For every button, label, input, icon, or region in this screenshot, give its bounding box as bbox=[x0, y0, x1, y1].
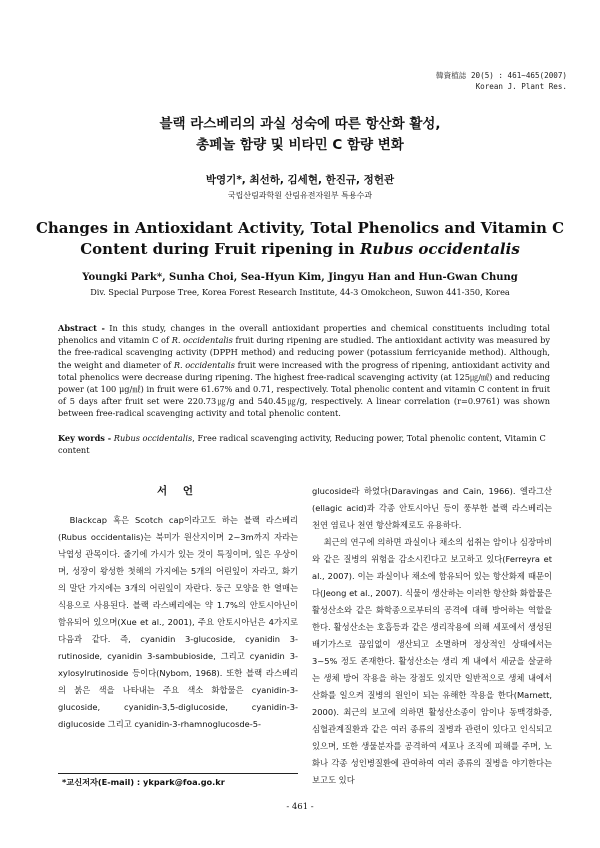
english-title-line-2 bbox=[0, 239, 600, 260]
english-title-line-2-text: Content during Fruit ripening in bbox=[80, 240, 360, 258]
english-authors: Youngki Park*, Sunha Choi, Sea-Hyun Kim, Jingyu Han and Hun-Gwan Chung bbox=[82, 272, 518, 283]
korean-title-line-1: 블랙 라스베리의 과실 성숙에 따른 항산화 활성, bbox=[159, 116, 441, 132]
keywords-species: Rubus occidentalis bbox=[113, 433, 193, 443]
abstract bbox=[58, 322, 550, 420]
english-title bbox=[0, 218, 600, 260]
journal-volume-line: 韓資植誌 20(5) : 461~465(2007) bbox=[436, 71, 567, 80]
right-column bbox=[312, 483, 552, 789]
korean-title-line-2: 총페놀 함량 및 비타민 C 함량 변화 bbox=[196, 137, 404, 153]
keywords-text: , Free radical scavenging activity, Reducing power, Total phenolic content, Vitamin C content bbox=[58, 433, 546, 456]
abstract-text-1: In this study, changes in the overall antioxidant properties and chemical constituents including total phenolics and vitamin C of bbox=[58, 323, 550, 346]
korean-title bbox=[0, 114, 600, 156]
abstract-species-1: R. occidentalis bbox=[171, 335, 233, 346]
section-heading-introduction: 서 언 bbox=[157, 485, 199, 497]
english-title-line-1: Changes in Antioxidant Activity, Total Phenolics and Vitamin C bbox=[35, 219, 565, 237]
footnote-divider bbox=[58, 773, 298, 774]
right-paragraph-2: 최근의 연구에 의하면 과실이나 채소의 섭취는 암이나 심장마비와 같은 질병의 위험을 감소시킨다고 보고하고 있다(Ferreyra et al., 2007). 이는 과실이나 채소에 함유되어 있는 항산화제 때문이다(Jeong et al., 2007). 식물이 생산하는 이러한 항산화 화합물은 활성산소와 같은 화학종으로부터의 공격에 대해 방어하는 역할을 한다. 활성산소는 호흡등과 같은 생리작용에 의해 세포에서 생성된 배기가스로 끊임없이 생산되고 소멸하며 정상적인 상태에서는 3~5% 정도 존재한다. 활성산소는 생리 계 내에서 세균을 살균하는 생체 방어 작용을 하는 장점도 있지만 일반적으로 생체 내에서 산화를 일으켜 질병의 원인이 되는 유해한 작용을 한다(Marnett, 2000). 최근의 보고에 의하면 활성산소종이 암이나 동맥경화증, 심혈관계질환과 같은 여러 종류의 질병과 관련이 있다고 인식되고 있으며, 또한 생물분자를 공격하여 세포나 조직에 피해를 주며, 노화나 각종 성인병질환에 관여하여 여러 종류의 질병을 야기한다는 보고도 있다 bbox=[312, 537, 552, 785]
abstract-species-2: R. occidentalis bbox=[173, 359, 235, 370]
corresponding-author-footnote: *교신저자(E-mail) : ykpark@foa.go.kr bbox=[62, 777, 225, 787]
right-paragraph-1: glucoside라 하였다(Daravingas and Cain, 1966). 엘라그산(ellagic acid)과 각종 안토시아닌 등이 풍부한 블랙 라스베리는 천연 염료나 천연 항산화제로도 유용하다. bbox=[312, 486, 552, 530]
korean-authors: 박영기*, 최선하, 김세현, 한진규, 정헌관 bbox=[205, 174, 395, 186]
abstract-text-3: fruit were increased with the progress of ripening, antioxidant activity and total phenolics were decrease during ripening. The highest free-radical scavenging activity (at 125㎍/㎖) and reducing power (at 100 μg/㎖) in fruit were 61.67% and 0.71, respectively. Total phenolic content and vitamin C content in fruit of 5 days after fruit set were 220.73㎍/g and 540.45㎍/g, respectively. A linear correlation (r=0.9761) was shown between free-radical scavenging activity and total phenolic content. bbox=[58, 359, 551, 419]
english-affiliation: Div. Special Purpose Tree, Korea Forest Research Institute, 44-3 Omokcheon, Suwon 441-350, Korea bbox=[90, 287, 510, 297]
left-paragraph-1: Blackcap 혹은 Scotch cap이라고도 하는 블랙 라스베리(Rubus occidentalis)는 북미가 원산지이며 2~3m까지 자라는 낙엽성 관목이다. 줄기에 가시가 있는 것이 특징이며, 잎은 우상이며, 성장이 왕성한 첫해의 가지에는 5개의 어린잎이 자라고, 화기의 말단 가지에는 3개의 어린잎이 자란다. 둥근 모양을 한 열매는 식용으로 사용된다. 블랙 라스베리에는 약 1.7%의 안토시아닌이 함유되어 있으며(Xue et al., 2001), 주요 안토시아닌은 4가지로 다음과 같다. 즉, cyanidin 3-glucoside, cyanidin 3-rutinoside, cyanidin 3-sambubioside, 그리고 cyanidin 3-xylosylrutinoside 등이다(Nybom, 1968). 또한 블랙 라스베리의 붉은 색을 나타내는 주요 색소 화합물은 cyanidin-3-glucoside, cyanidin-3,5-diglucoside, cyanidin-3-diglucoside 그리고 cyanidin-3-rhamnoglucosde-5- bbox=[58, 515, 298, 729]
abstract-text-2: fruit during ripening are studied. The antioxidant activity was measured by the free-radical scavenging activity (DPPH method) and reducing power (potassium ferricyanide method). Although, the weight and diameter of bbox=[58, 335, 550, 370]
english-title-species: Rubus occidentalis bbox=[359, 240, 520, 258]
keywords-label: Key words - bbox=[58, 433, 112, 443]
abstract-label: Abstract - bbox=[58, 323, 105, 333]
journal-citation bbox=[436, 70, 567, 92]
keywords bbox=[58, 432, 550, 456]
page-number: - 461 - bbox=[286, 802, 314, 812]
journal-name-line: Korean J. Plant Res. bbox=[475, 82, 567, 91]
korean-affiliation: 국립산림과학원 산림유전자원부 특용수과 bbox=[227, 191, 373, 200]
left-column bbox=[58, 512, 298, 733]
